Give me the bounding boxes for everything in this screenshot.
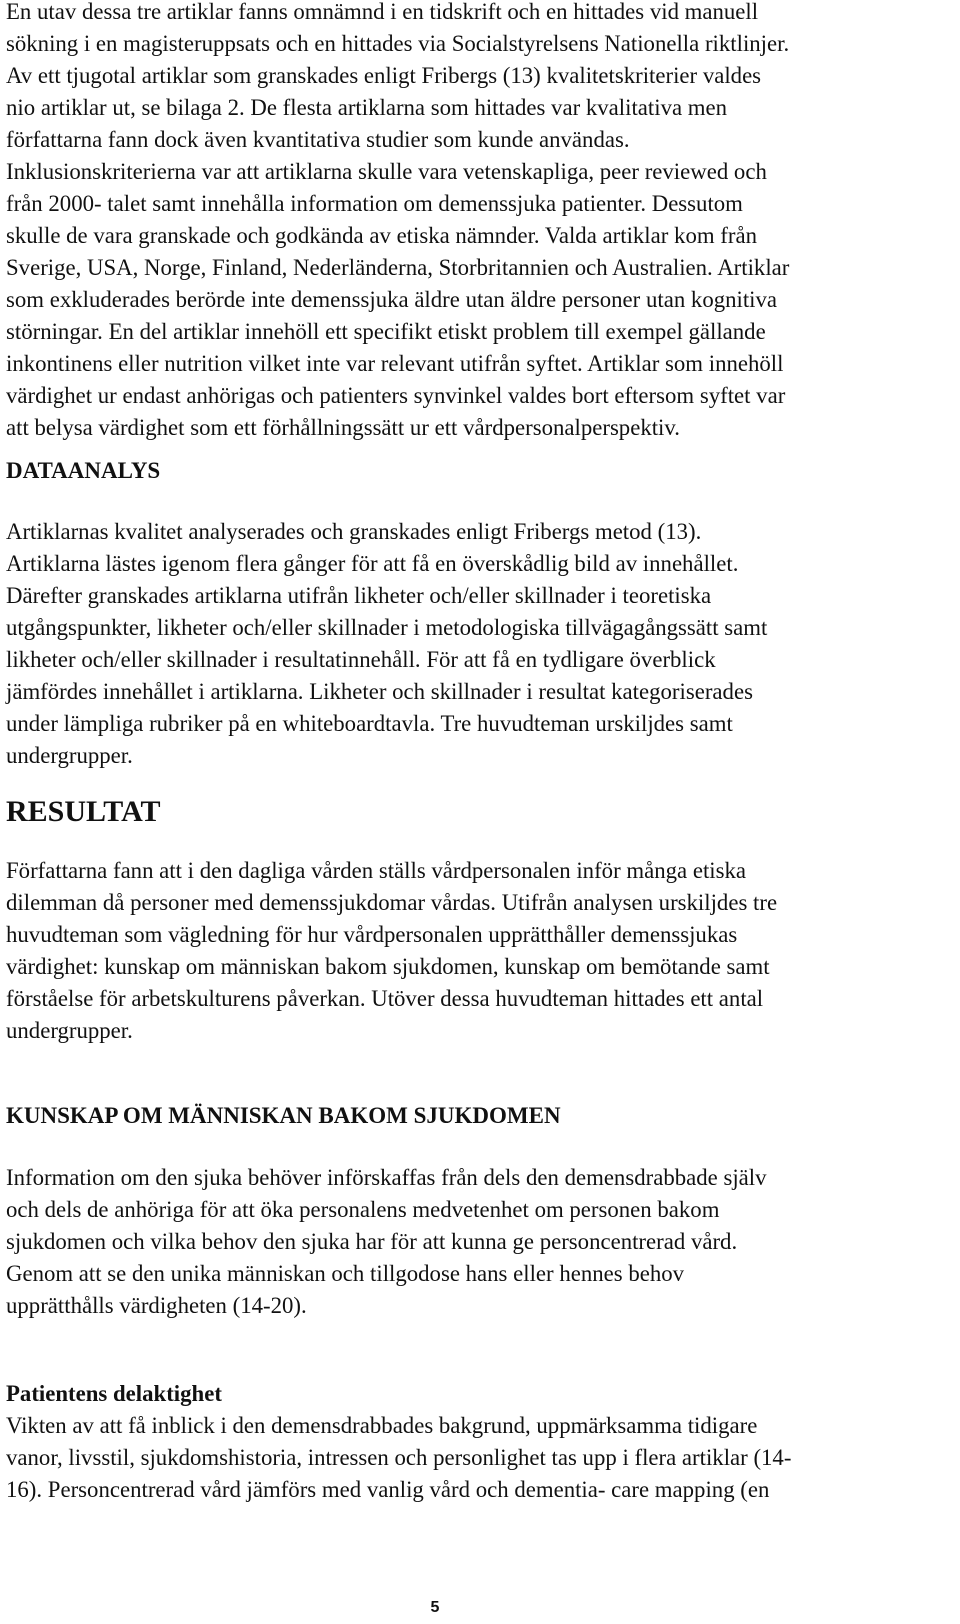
section-heading-dataanalys: DATAANALYS xyxy=(6,458,161,483)
subheading-patientens-delaktighet: Patientens delaktighet xyxy=(6,1381,222,1406)
text-line: att belysa värdighet som ett förhållningssätt ur ett vårdpersonalperspektiv. xyxy=(6,415,681,440)
text-line: Författarna fann att i den dagliga vården ställs vårdpersonalen inför många etiska xyxy=(6,858,746,883)
text-line: under lämpliga rubriker på en whiteboardtavla. Tre huvudteman urskiljdes samt xyxy=(6,711,733,736)
text-line: Information om den sjuka behöver införskaffas från dels den demensdrabbade själv xyxy=(6,1165,767,1190)
intro-paragraph xyxy=(6,0,950,444)
resultat-paragraph xyxy=(6,855,950,1047)
text-line: undergrupper. xyxy=(6,743,133,768)
kunskap-paragraph xyxy=(6,1162,950,1322)
text-line: sökning i en magisteruppsats och en hittades via Socialstyrelsens Nationella riktlinjer. xyxy=(6,31,790,56)
text-line: Artiklarnas kvalitet analyserades och granskades enligt Fribergs metod (13). xyxy=(6,519,702,544)
text-line: nio artiklar ut, se bilaga 2. De flesta artiklarna som hittades var kvalitativa men xyxy=(6,95,728,120)
text-line: utgångspunkter, likheter och/eller skillnader i metodologiska tillvägagångssätt samt xyxy=(6,615,768,640)
text-line: förståelse för arbetskulturens påverkan. Utöver dessa huvudteman hittades ett antal xyxy=(6,986,764,1011)
text-line: Vikten av att få inblick i den demensdrabbades bakgrund, uppmärksamma tidigare xyxy=(6,1413,758,1438)
text-line: värdighet: kunskap om människan bakom sjukdomen, kunskap om bemötande samt xyxy=(6,954,770,979)
text-line: Artiklarna lästes igenom flera gånger för att få en överskådlig bild av innehållet. xyxy=(6,551,739,576)
text-line: dilemman då personer med demenssjukdomar vårdas. Utifrån analysen urskiljdes tre xyxy=(6,890,778,915)
text-line: och dels de anhöriga för att öka personalens medvetenhet om personen bakom xyxy=(6,1197,720,1222)
delaktighet-paragraph xyxy=(6,1378,950,1506)
text-line: inkontinens eller nutrition vilket inte var relevant utifrån syftet. Artiklar som innehöll xyxy=(6,351,784,376)
page-number: 5 xyxy=(430,1599,440,1616)
dataanalys-paragraph xyxy=(6,516,950,772)
section-heading-kunskap: KUNSKAP OM MÄNNISKAN BAKOM SJUKDOMEN xyxy=(6,1103,561,1128)
text-line: skulle de vara granskade och godkända av etiska nämnder. Valda artiklar kom från xyxy=(6,223,757,248)
text-line: vanor, livsstil, sjukdomshistoria, intressen och personlighet tas upp i flera artiklar (14- xyxy=(6,1445,792,1470)
text-line: från 2000- talet samt innehålla information om demenssjuka patienter. Dessutom xyxy=(6,191,743,216)
text-line: Genom att se den unika människan och tillgodose hans eller hennes behov xyxy=(6,1261,685,1286)
text-line: likheter och/eller skillnader i resultatinnehåll. För att få en tydligare överblick xyxy=(6,647,716,672)
text-line: huvudteman som vägledning för hur vårdpersonalen upprätthåller demenssjukas xyxy=(6,922,738,947)
text-line: jämfördes innehållet i artiklarna. Likheter och skillnader i resultat kategoriserades xyxy=(6,679,753,704)
text-line: Inklusionskriterierna var att artiklarna skulle vara vetenskapliga, peer reviewed och xyxy=(6,159,767,184)
text-line: undergrupper. xyxy=(6,1018,133,1043)
text-line: värdighet ur endast anhörigas och patienters synvinkel valdes bort eftersom syftet var xyxy=(6,383,786,408)
text-line: störningar. En del artiklar innehöll ett specifikt etiskt problem till exempel gällande xyxy=(6,319,766,344)
text-line: Av ett tjugotal artiklar som granskades enligt Fribergs (13) kvalitetskriterier valdes xyxy=(6,63,762,88)
text-line: upprätthålls värdigheten (14-20). xyxy=(6,1293,307,1318)
text-line: En utav dessa tre artiklar fanns omnämnd i en tidskrift och en hittades vid manuell xyxy=(6,0,759,24)
text-line: sjukdomen och vilka behov den sjuka har för att kunna ge personcentrerad vård. xyxy=(6,1229,738,1254)
text-line: Därefter granskades artiklarna utifrån likheter och/eller skillnader i teoretiska xyxy=(6,583,712,608)
text-line: Sverige, USA, Norge, Finland, Nederländerna, Storbritannien och Australien. Artiklar xyxy=(6,255,790,280)
text-line: som exkluderades berörde inte demenssjuka äldre utan äldre personer utan kognitiva xyxy=(6,287,778,312)
text-line: författarna fann dock även kvantitativa studier som kunde användas. xyxy=(6,127,630,152)
text-line: 16). Personcentrerad vård jämförs med vanlig vård och dementia- care mapping (en xyxy=(6,1477,770,1502)
section-heading-resultat: RESULTAT xyxy=(6,795,161,828)
